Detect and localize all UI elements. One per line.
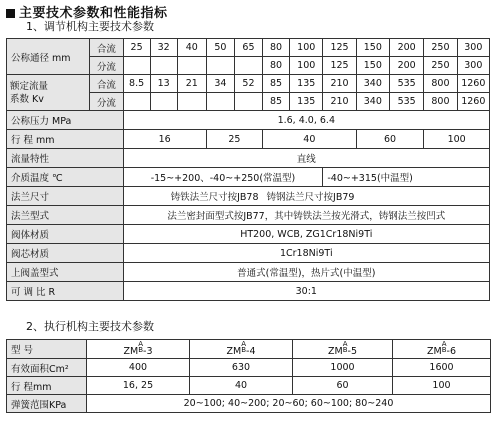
table-cell: 30:1 <box>123 282 489 301</box>
table-row <box>7 187 490 206</box>
table-cell: 125 <box>323 57 356 75</box>
table-cell: 60 <box>293 377 393 395</box>
table-cell: 100 <box>393 377 491 395</box>
table-cell <box>177 93 206 111</box>
table-cell: 535 <box>389 93 423 111</box>
table-cell: 300 <box>457 57 489 75</box>
table-cell: 200 <box>389 57 423 75</box>
table-cell: 135 <box>290 93 323 111</box>
table-cell: 85 <box>263 93 290 111</box>
table-cell: 630 <box>190 359 293 377</box>
table-cell: 150 <box>356 39 389 57</box>
row-label-stroke: 行 程mm <box>7 377 87 395</box>
table-cell <box>234 93 262 111</box>
table-row <box>7 168 490 187</box>
row-label-nominal-pressure: 公称压力 MPa <box>7 111 124 130</box>
row-label-nominal-diameter: 公称通径 mm <box>7 39 90 75</box>
model-cell: $ZM^{A B}-6$ <box>393 340 491 359</box>
table-cell: 65 <box>234 39 262 57</box>
table-cell: 60 <box>356 130 424 149</box>
table-cell: 32 <box>150 39 177 57</box>
table-cell: 200 <box>389 39 423 57</box>
row-label-model: 型 号 <box>7 340 87 359</box>
table-cell: 535 <box>389 75 423 93</box>
table-row <box>7 111 490 130</box>
row-label-body-material: 阀体材质 <box>7 225 124 244</box>
table-cell: 1Cr18Ni9Ti <box>123 244 489 263</box>
table-cell: 1260 <box>457 75 489 93</box>
sub-label-divide: 分流 <box>90 57 123 75</box>
row-label-rangeability: 可 调 比 R <box>7 282 124 301</box>
table-row <box>7 377 491 395</box>
row-label-area: 有效面积Cm² <box>7 359 87 377</box>
section2-heading: 2、执行机构主要技术参数 <box>26 320 154 333</box>
table-cell <box>206 57 234 75</box>
table-cell: 210 <box>323 75 356 93</box>
table-row <box>7 282 490 301</box>
table-cell: 16 <box>123 130 206 149</box>
row-label-spring-range: 弹簧范围KPa <box>7 395 87 413</box>
table-cell: 20~100; 40~200; 20~60; 60~100; 80~240 <box>87 395 491 413</box>
table-cell: 100 <box>424 130 490 149</box>
table-cell <box>206 93 234 111</box>
table-row <box>7 75 490 93</box>
table-row <box>7 225 490 244</box>
table-cell: 125 <box>323 39 356 57</box>
table-cell: 普通式(常温型)，热片式(中温型) <box>123 263 489 282</box>
table-cell <box>150 57 177 75</box>
table-cell: -40~+315(中温型) <box>323 168 490 187</box>
table-cell: 135 <box>290 75 323 93</box>
table-cell: 1.6, 4.0, 6.4 <box>123 111 489 130</box>
table-row <box>7 149 490 168</box>
table-cell: 800 <box>424 93 457 111</box>
sub-label-divide: 分流 <box>90 93 123 111</box>
table-cell: 80 <box>263 57 290 75</box>
table-cell: 法兰密封面型式按JB77，其中铸铁法兰按光滑式，铸钢法兰按凹式 <box>123 206 489 225</box>
table-cell: 100 <box>290 39 323 57</box>
table-row <box>7 359 491 377</box>
model-cell: $ZM^{A B}-4$ <box>190 340 293 359</box>
table-row <box>7 130 490 149</box>
table-cell: 100 <box>290 57 323 75</box>
table-cell <box>123 57 150 75</box>
table-cell: 8.5 <box>123 75 150 93</box>
sub-label-combine: 合流 <box>90 39 123 57</box>
valve-parameters-table <box>6 38 490 301</box>
table-cell: 80 <box>263 39 290 57</box>
actuator-parameters-table <box>6 339 491 413</box>
row-label-flow-characteristic: 流量特性 <box>7 149 124 168</box>
table-cell <box>234 57 262 75</box>
table-row <box>7 340 491 359</box>
table-row <box>7 395 491 413</box>
table-cell <box>150 93 177 111</box>
table-cell: 800 <box>424 75 457 93</box>
table-cell: 400 <box>87 359 190 377</box>
table-row <box>7 39 490 57</box>
table-cell: 40 <box>190 377 293 395</box>
table-cell: 250 <box>424 57 457 75</box>
table-cell: 40 <box>263 130 357 149</box>
model-cell: $ZM^{A B}-5$ <box>293 340 393 359</box>
table-cell: -15~+200、-40~+250(常温型) <box>123 168 323 187</box>
table-cell: 250 <box>424 39 457 57</box>
model-cell: $ZM^{A B}-3$ <box>87 340 190 359</box>
row-label-medium-temp: 介质温度 ℃ <box>7 168 124 187</box>
row-label-core-material: 阀芯材质 <box>7 244 124 263</box>
section1-heading: 1、调节机构主要技术参数 <box>26 20 154 33</box>
table-cell: 铸铁法兰尺寸按JB78 <box>123 187 262 206</box>
table-row <box>7 244 490 263</box>
table-cell: 21 <box>177 75 206 93</box>
table-cell: 1000 <box>293 359 393 377</box>
square-bullet-icon <box>6 9 15 18</box>
row-label-bonnet-type: 上阀盖型式 <box>7 263 124 282</box>
table-cell: 340 <box>356 75 389 93</box>
table-cell <box>123 93 150 111</box>
table-cell: 直线 <box>123 149 489 168</box>
row-label-flow-coeff: 额定流量 系数 Kv <box>7 75 90 111</box>
table-cell: 340 <box>356 93 389 111</box>
table-cell: 40 <box>177 39 206 57</box>
table-row <box>7 206 490 225</box>
table-cell: 300 <box>457 39 489 57</box>
table-cell <box>177 57 206 75</box>
table-cell: 铸钢法兰尺寸按JB79 <box>263 187 490 206</box>
sub-label-combine: 合流 <box>90 75 123 93</box>
table-cell: 1600 <box>393 359 491 377</box>
table-cell: 13 <box>150 75 177 93</box>
table-cell: 16, 25 <box>87 377 190 395</box>
table-cell: HT200, WCB, ZG1Cr18Ni9Ti <box>123 225 489 244</box>
table-cell: 150 <box>356 57 389 75</box>
table-cell: 85 <box>263 75 290 93</box>
row-label-flange-size: 法兰尺寸 <box>7 187 124 206</box>
table-cell: 25 <box>206 130 262 149</box>
table-row <box>7 263 490 282</box>
table-cell: 34 <box>206 75 234 93</box>
table-cell: 1260 <box>457 93 489 111</box>
table-cell: 50 <box>206 39 234 57</box>
table-cell: 52 <box>234 75 262 93</box>
row-label-stroke: 行 程 mm <box>7 130 124 149</box>
table-cell: 210 <box>323 93 356 111</box>
page-title: 主要技术参数和性能指标 <box>6 2 168 21</box>
row-label-flange-type: 法兰型式 <box>7 206 124 225</box>
table-cell: 25 <box>123 39 150 57</box>
